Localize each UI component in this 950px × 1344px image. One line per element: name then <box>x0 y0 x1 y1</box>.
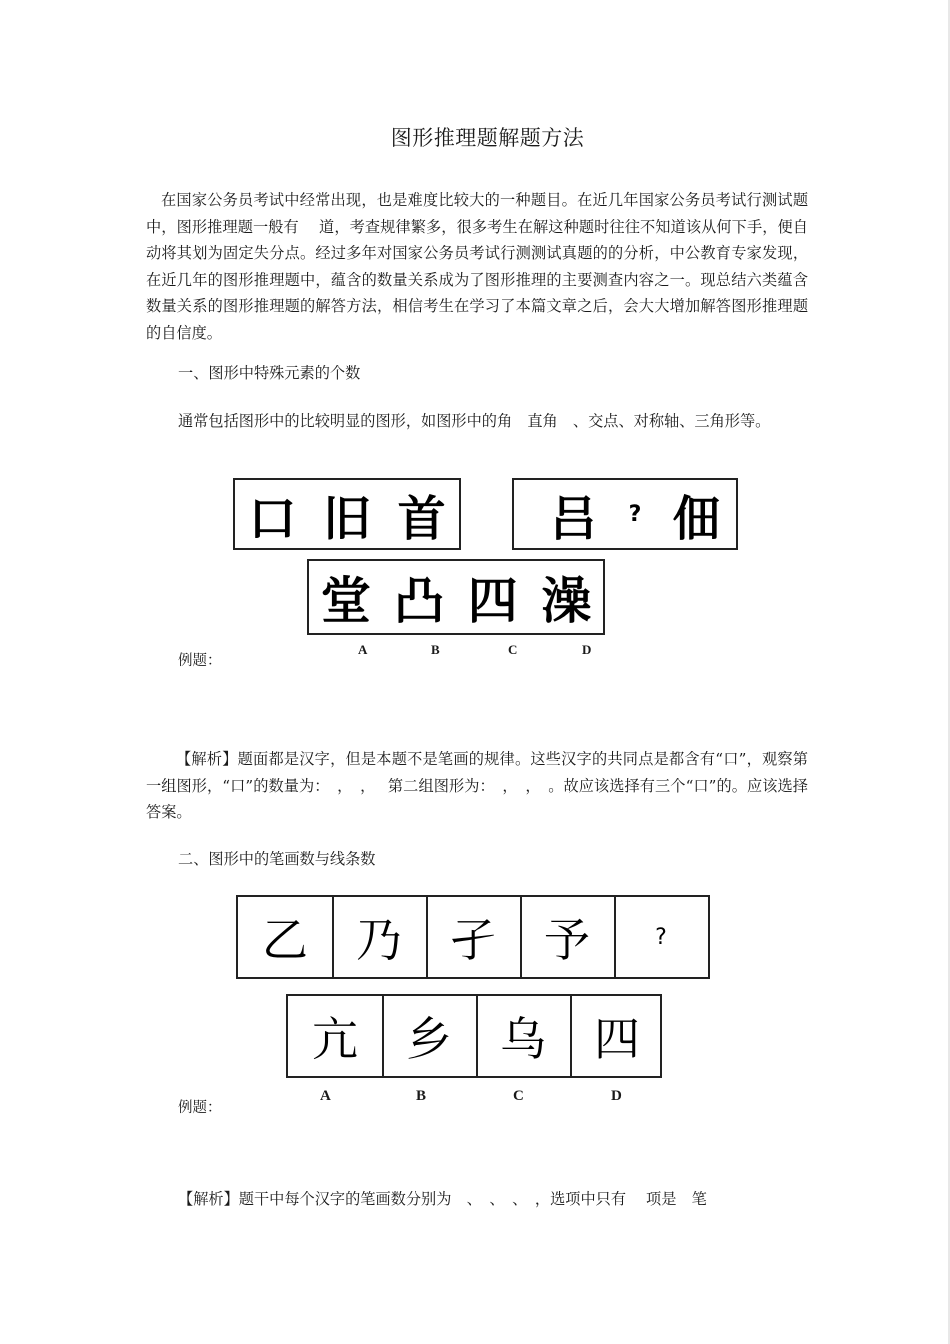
option-label-a: A <box>358 642 368 657</box>
figure-1-option-b: 凸 <box>394 572 445 630</box>
example-label-2: 例题： <box>178 1100 222 1116</box>
figure-2-cell: 孑 <box>426 897 522 977</box>
option-label-b: B <box>416 1088 427 1104</box>
section-2-heading: 二、图形中的笔画数与线条数 <box>178 850 376 868</box>
figure-1-char: 佃 <box>672 490 721 547</box>
figure-2-option-c: 乌 <box>476 996 572 1076</box>
option-label-b: B <box>431 642 440 657</box>
page-title: 图形推理题解题方法 <box>390 126 585 150</box>
analysis-1: 【解析】题面都是汉字，但是本题不是笔画的规律。这些汉字的共同点是都含有“口”，观察第一组图形，“口”的数量为： ， ， 第二组图形为： ， ， 。故应该选择有三个“口”的。应该选择 答案。 <box>146 750 829 821</box>
option-label-c: C <box>508 642 518 657</box>
figure-1-option-a: 堂 <box>320 572 371 630</box>
figure-2-option-a: 亢 <box>288 996 384 1076</box>
figure-1-group-1 <box>233 478 461 550</box>
section-1-description: 通常包括图形中的比较明显的图形，如图形中的角 直角 、交点、对称轴、三角形等。 <box>178 412 771 430</box>
example-label-1: 例题： <box>178 653 222 669</box>
figure-2-cell <box>614 897 708 977</box>
section-1-heading: 一、图形中特殊元素的个数 <box>178 364 361 382</box>
option-label-a: A <box>320 1088 331 1104</box>
figure-2-options <box>286 994 662 1078</box>
figure-1-char: 口 <box>248 490 297 547</box>
figure-1-char: 旧 <box>322 490 371 547</box>
figure-1-group-2 <box>512 478 738 550</box>
figure-2 <box>230 890 714 1112</box>
intro-paragraph: 在国家公务员考试中经常出现，也是难度比较大的一种题目。在近几年国家公务员考试行测试题中，图形推理题一般有 道，考查规律繁多，很多考生在解这种题时往往不知道该从何下手，便自动将其划为固定失分点。经过多年对国家公务员考试行测测试真题的的分析，中公教育专家发现，在近几年的图形推理题中，蕴含的数量关系成为了图形推理的主要测查内容之一。现总结六类蕴含数量关系的图形推理题的解答方法，相信考生在学习了本篇文章之后，会大大增加解答图形推理题的自信度。 <box>146 191 808 342</box>
figure-1-char: 首 <box>397 490 446 547</box>
figure-2-cell: 予 <box>520 897 616 977</box>
figure-1 <box>230 462 742 664</box>
analysis-2: 【解析】题干中每个汉字的笔画数分别为 、 、 、 ，选项中只有 项是 笔 <box>178 1190 707 1208</box>
figure-1-char: 吕 <box>549 490 598 547</box>
option-label-d: D <box>582 642 592 657</box>
figure-1-option-d: 澡 <box>541 572 592 630</box>
figure-2-question-row <box>236 895 710 979</box>
figure-2-option-d: 四 <box>594 1012 640 1066</box>
figure-1-options <box>307 559 605 635</box>
figure-2-cell: 乃 <box>332 897 428 977</box>
figure-2-option-b: 乡 <box>382 996 478 1076</box>
option-label-c: C <box>513 1088 524 1104</box>
figure-2-cell: 乙 <box>238 897 334 977</box>
figure-1-option-c: 四 <box>467 572 518 630</box>
question-mark: ? <box>655 924 667 950</box>
option-label-d: D <box>611 1088 622 1104</box>
question-mark: ? <box>628 501 642 527</box>
